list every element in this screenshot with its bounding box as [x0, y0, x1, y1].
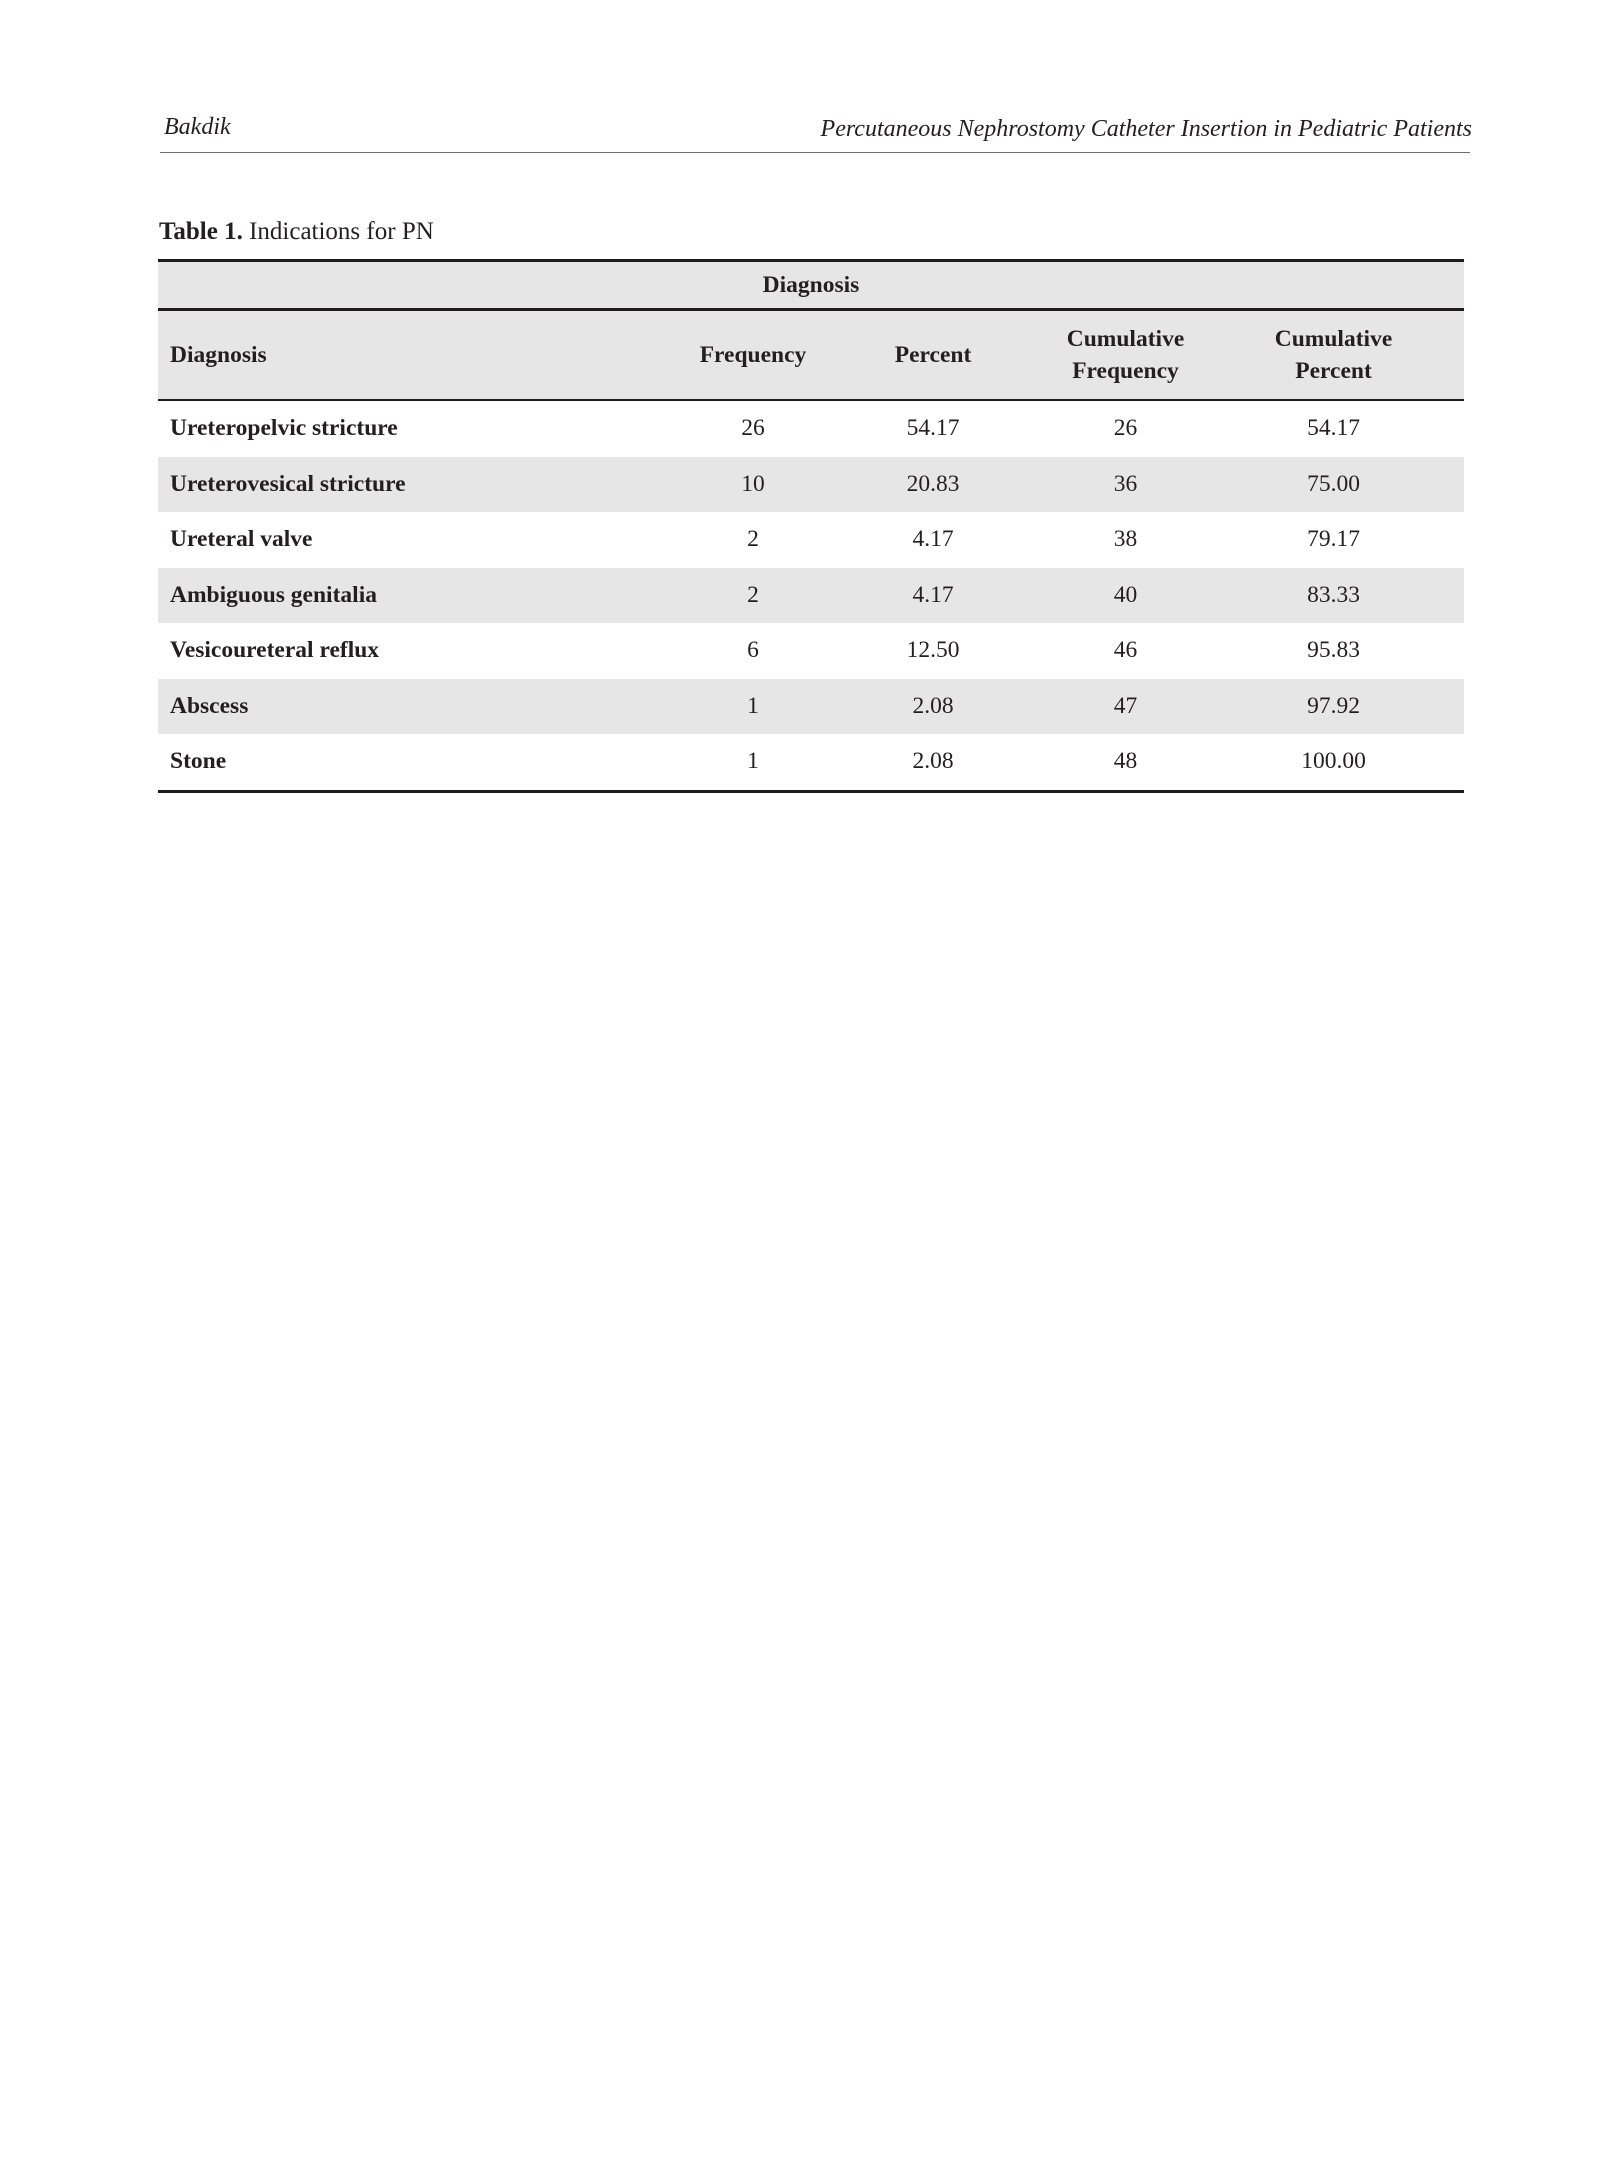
cell-cumulative-frequency: 36 — [1048, 457, 1203, 513]
cell-percent: 12.50 — [906, 637, 960, 664]
cell-diagnosis: Abscess — [158, 679, 688, 735]
cell-cumulative-percent: 97.92 — [1203, 679, 1464, 735]
table-row — [158, 623, 1464, 679]
cell-cumulative-frequency: 40 — [1048, 568, 1203, 624]
column-header-cumulative-frequency — [1048, 310, 1203, 401]
cell-frequency: 26 — [741, 415, 765, 442]
cell-diagnosis: Stone — [158, 734, 688, 791]
cell-frequency: 2 — [747, 526, 759, 553]
cell-frequency: 1 — [688, 734, 818, 791]
table-row — [158, 734, 1464, 791]
cell-cumulative-percent: 83.33 — [1203, 568, 1464, 624]
column-header-line: Cumulative — [1274, 326, 1393, 352]
table-row — [158, 568, 1464, 624]
cell-diagnosis: Ureterovesical stricture — [158, 457, 688, 513]
column-header-diagnosis — [158, 310, 688, 401]
table-group-header-row — [158, 261, 1464, 310]
cell-cumulative-percent: 75.00 — [1203, 457, 1464, 513]
cell-frequency: 10 — [688, 457, 818, 513]
column-header-frequency — [688, 310, 818, 401]
indications-table — [158, 259, 1464, 793]
cell-percent: 54.17 — [906, 415, 960, 442]
column-header-line: Frequency — [1072, 358, 1179, 384]
column-header-line: Percent — [894, 342, 972, 368]
table-caption — [159, 218, 434, 246]
column-header-line: Cumulative — [1066, 326, 1185, 352]
cell-percent: 2.08 — [818, 679, 1048, 735]
column-header-percent — [818, 310, 1048, 401]
cell-frequency: 1 — [688, 679, 818, 735]
column-header-line: Diagnosis — [170, 342, 267, 368]
table-caption-label: Table 1. — [159, 218, 243, 245]
cell-cumulative-percent: 100.00 — [1203, 734, 1464, 791]
table-row — [158, 679, 1464, 735]
column-header-cumulative-percent — [1203, 310, 1464, 401]
table-caption-text: Indications for PN — [249, 218, 434, 245]
running-header — [160, 112, 1470, 153]
running-header-title: Percutaneous Nephrostomy Catheter Insertion in Pediatric Patients — [820, 116, 1472, 142]
cell-cumulative-frequency: 38 — [1113, 526, 1138, 553]
cell-diagnosis: Ureteral valve — [170, 526, 313, 553]
cell-cumulative-percent: 54.17 — [1307, 415, 1360, 442]
table-row — [158, 457, 1464, 513]
table-row — [158, 512, 1464, 568]
column-header-line: Percent — [1295, 358, 1372, 384]
cell-diagnosis: Ureteropelvic stricture — [170, 415, 398, 442]
table-column-header-row — [158, 310, 1464, 401]
cell-diagnosis: Ambiguous genitalia — [158, 568, 688, 624]
running-header-author: Bakdik — [164, 114, 231, 140]
cell-percent: 4.17 — [818, 568, 1048, 624]
cell-cumulative-percent: 79.17 — [1307, 526, 1360, 553]
cell-frequency: 6 — [747, 637, 759, 664]
cell-cumulative-frequency: 46 — [1113, 637, 1138, 664]
cell-frequency: 2 — [688, 568, 818, 624]
cell-cumulative-frequency: 47 — [1048, 679, 1203, 735]
cell-diagnosis: Vesicoureteral reflux — [170, 637, 380, 664]
cell-percent: 4.17 — [912, 526, 954, 553]
cell-cumulative-frequency: 48 — [1048, 734, 1203, 791]
cell-cumulative-frequency: 26 — [1113, 415, 1138, 442]
cell-percent: 20.83 — [818, 457, 1048, 513]
table-row — [158, 400, 1464, 457]
column-header-line: Frequency — [699, 342, 807, 368]
cell-percent: 2.08 — [818, 734, 1048, 791]
table-group-header: Diagnosis — [158, 261, 1464, 310]
cell-cumulative-percent: 95.83 — [1307, 637, 1360, 664]
